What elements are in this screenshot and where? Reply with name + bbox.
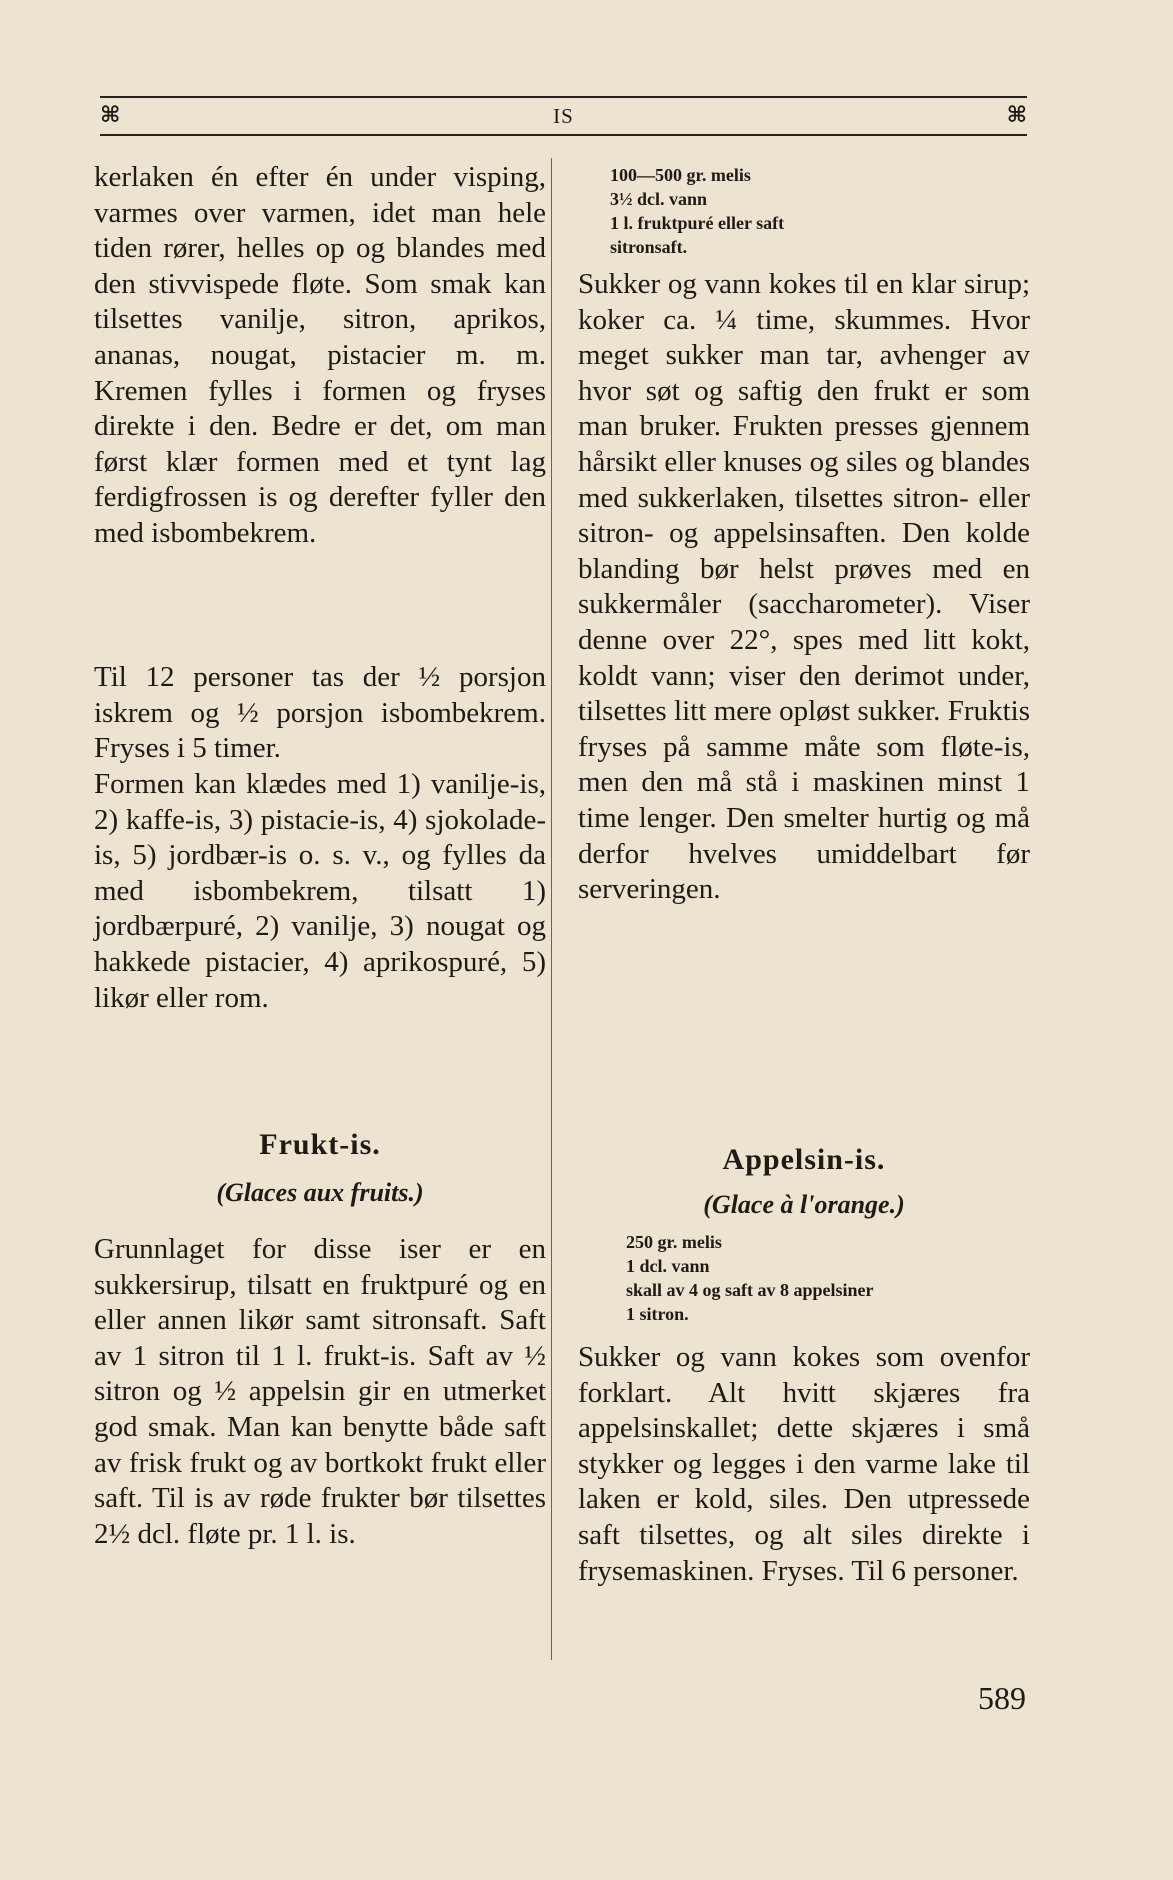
ingredient-item: 1 sitron. (626, 1304, 689, 1324)
section-subheading-glaces-aux-fruits: (Glaces aux fruits.) (216, 1178, 424, 1207)
paragraph-servings: Til 12 personer tas der ½ porsjon iskrem og ½ porsjon isbombekrem. Fryses i 5 timer. (94, 661, 546, 765)
section-heading-appelsin-is: Appelsin-is. (722, 1143, 886, 1176)
ornament-right-icon: ⌘ (1006, 102, 1027, 128)
paragraph-frukt-is-method: Sukker og vann kokes til en klar sirup; koker ca. ¼ time, skummes. Hvor meget sukker man tar, avhenger av hvor søt og saftig den frukt er som man bruker. Frukten presses gjennem hårsikt eller knuses og siles og blandes med sukkerlaken, tilsettes sitron- eller sitron- og appelsinsaften. Den kolde blanding bør helst prøves med en sukkermåler (saccharometer). Viser denne over 22°, spes med litt kokt, koldt vann; viser den derimot under, tilsettes litt mere opløst sukker. Fruktis fryses på samme måte som fløte-is, men den må stå i maskinen minst 1 time lenger. Den smelter hurtig og må derfor hvelves umiddelbart før serveringen. (578, 268, 1030, 906)
paragraph-form-lining: Formen kan klædes med 1) vanilje-is, 2) kaffe-is, 3) pistacie-is, 4) sjokolade-is, 5) jordbær-is o. s. v., og fylles da med isbombekrem, tilsatt 1) jordbærpuré, 2) vanilje, 3) nougat og hakkede pistacier, 4) aprikospuré, 5) likør eller rom. (94, 768, 546, 1014)
left-column (94, 0, 546, 1880)
ingredient-item: skall av 4 og saft av 8 appelsiner (626, 1280, 874, 1300)
paragraph-cream-method: kerlaken én efter én under visping, varmes over varmen, idet man hele tiden rører, helles op og blandes med den stivvispede fløte. Som smak kan tilsettes vanilje, sitron, aprikos, ananas, nougat, pistacier m. m. Kremen fylles i formen og fryses direkte i den. Bedre er det, om man først klær formen med et tynt lag ferdigfrossen is og derefter fyller den med isbombekrem. (94, 161, 546, 549)
section-heading-frukt-is: Frukt-is. (259, 1128, 381, 1161)
right-column (578, 0, 1030, 1880)
ingredient-list-appelsin-is (626, 1230, 874, 1326)
ornament-left-icon: ⌘ (100, 102, 121, 128)
column-divider (551, 158, 552, 1660)
paragraph-frukt-is-base: Grunnlaget for disse iser er en sukkersirup, tilsatt en fruktpuré og en eller annen likør samt sitronsaft. Saft av 1 sitron til 1 l. frukt-is. Saft av ½ sitron og ½ appelsin gir en utmerket god smak. Man kan benytte både saft av frisk frukt og av bortkokt frukt eller saft. Til is av røde frukter bør tilsettes 2½ dcl. fløte pr. 1 l. is. (94, 1233, 546, 1550)
section-subheading-glace-a-l-orange: (Glace à l'orange.) (703, 1190, 905, 1219)
paragraph-appelsin-is-method: Sukker og vann kokes som ovenfor forklart. Alt hvitt skjæres fra appelsinskallet; dette skjæres i små stykker og legges i den varme lake til laken er kold, siles. Den utpressede saft tilsettes, og alt siles direkte i frysemaskinen. Fryses. Til 6 personer. (578, 1341, 1030, 1587)
ingredient-item: 100—500 gr. melis (610, 165, 751, 185)
ingredient-item: 3½ dcl. vann (610, 189, 708, 209)
ingredient-list-frukt-is (610, 163, 784, 259)
ingredient-item: 250 gr. melis (626, 1232, 722, 1252)
page-number: 589 (978, 1680, 1026, 1716)
ingredient-item: 1 l. fruktpuré eller saft (610, 213, 785, 233)
ingredient-item: sitronsaft. (610, 237, 688, 257)
running-title: IS (553, 104, 574, 128)
ingredient-item: 1 dcl. vann (626, 1256, 710, 1276)
